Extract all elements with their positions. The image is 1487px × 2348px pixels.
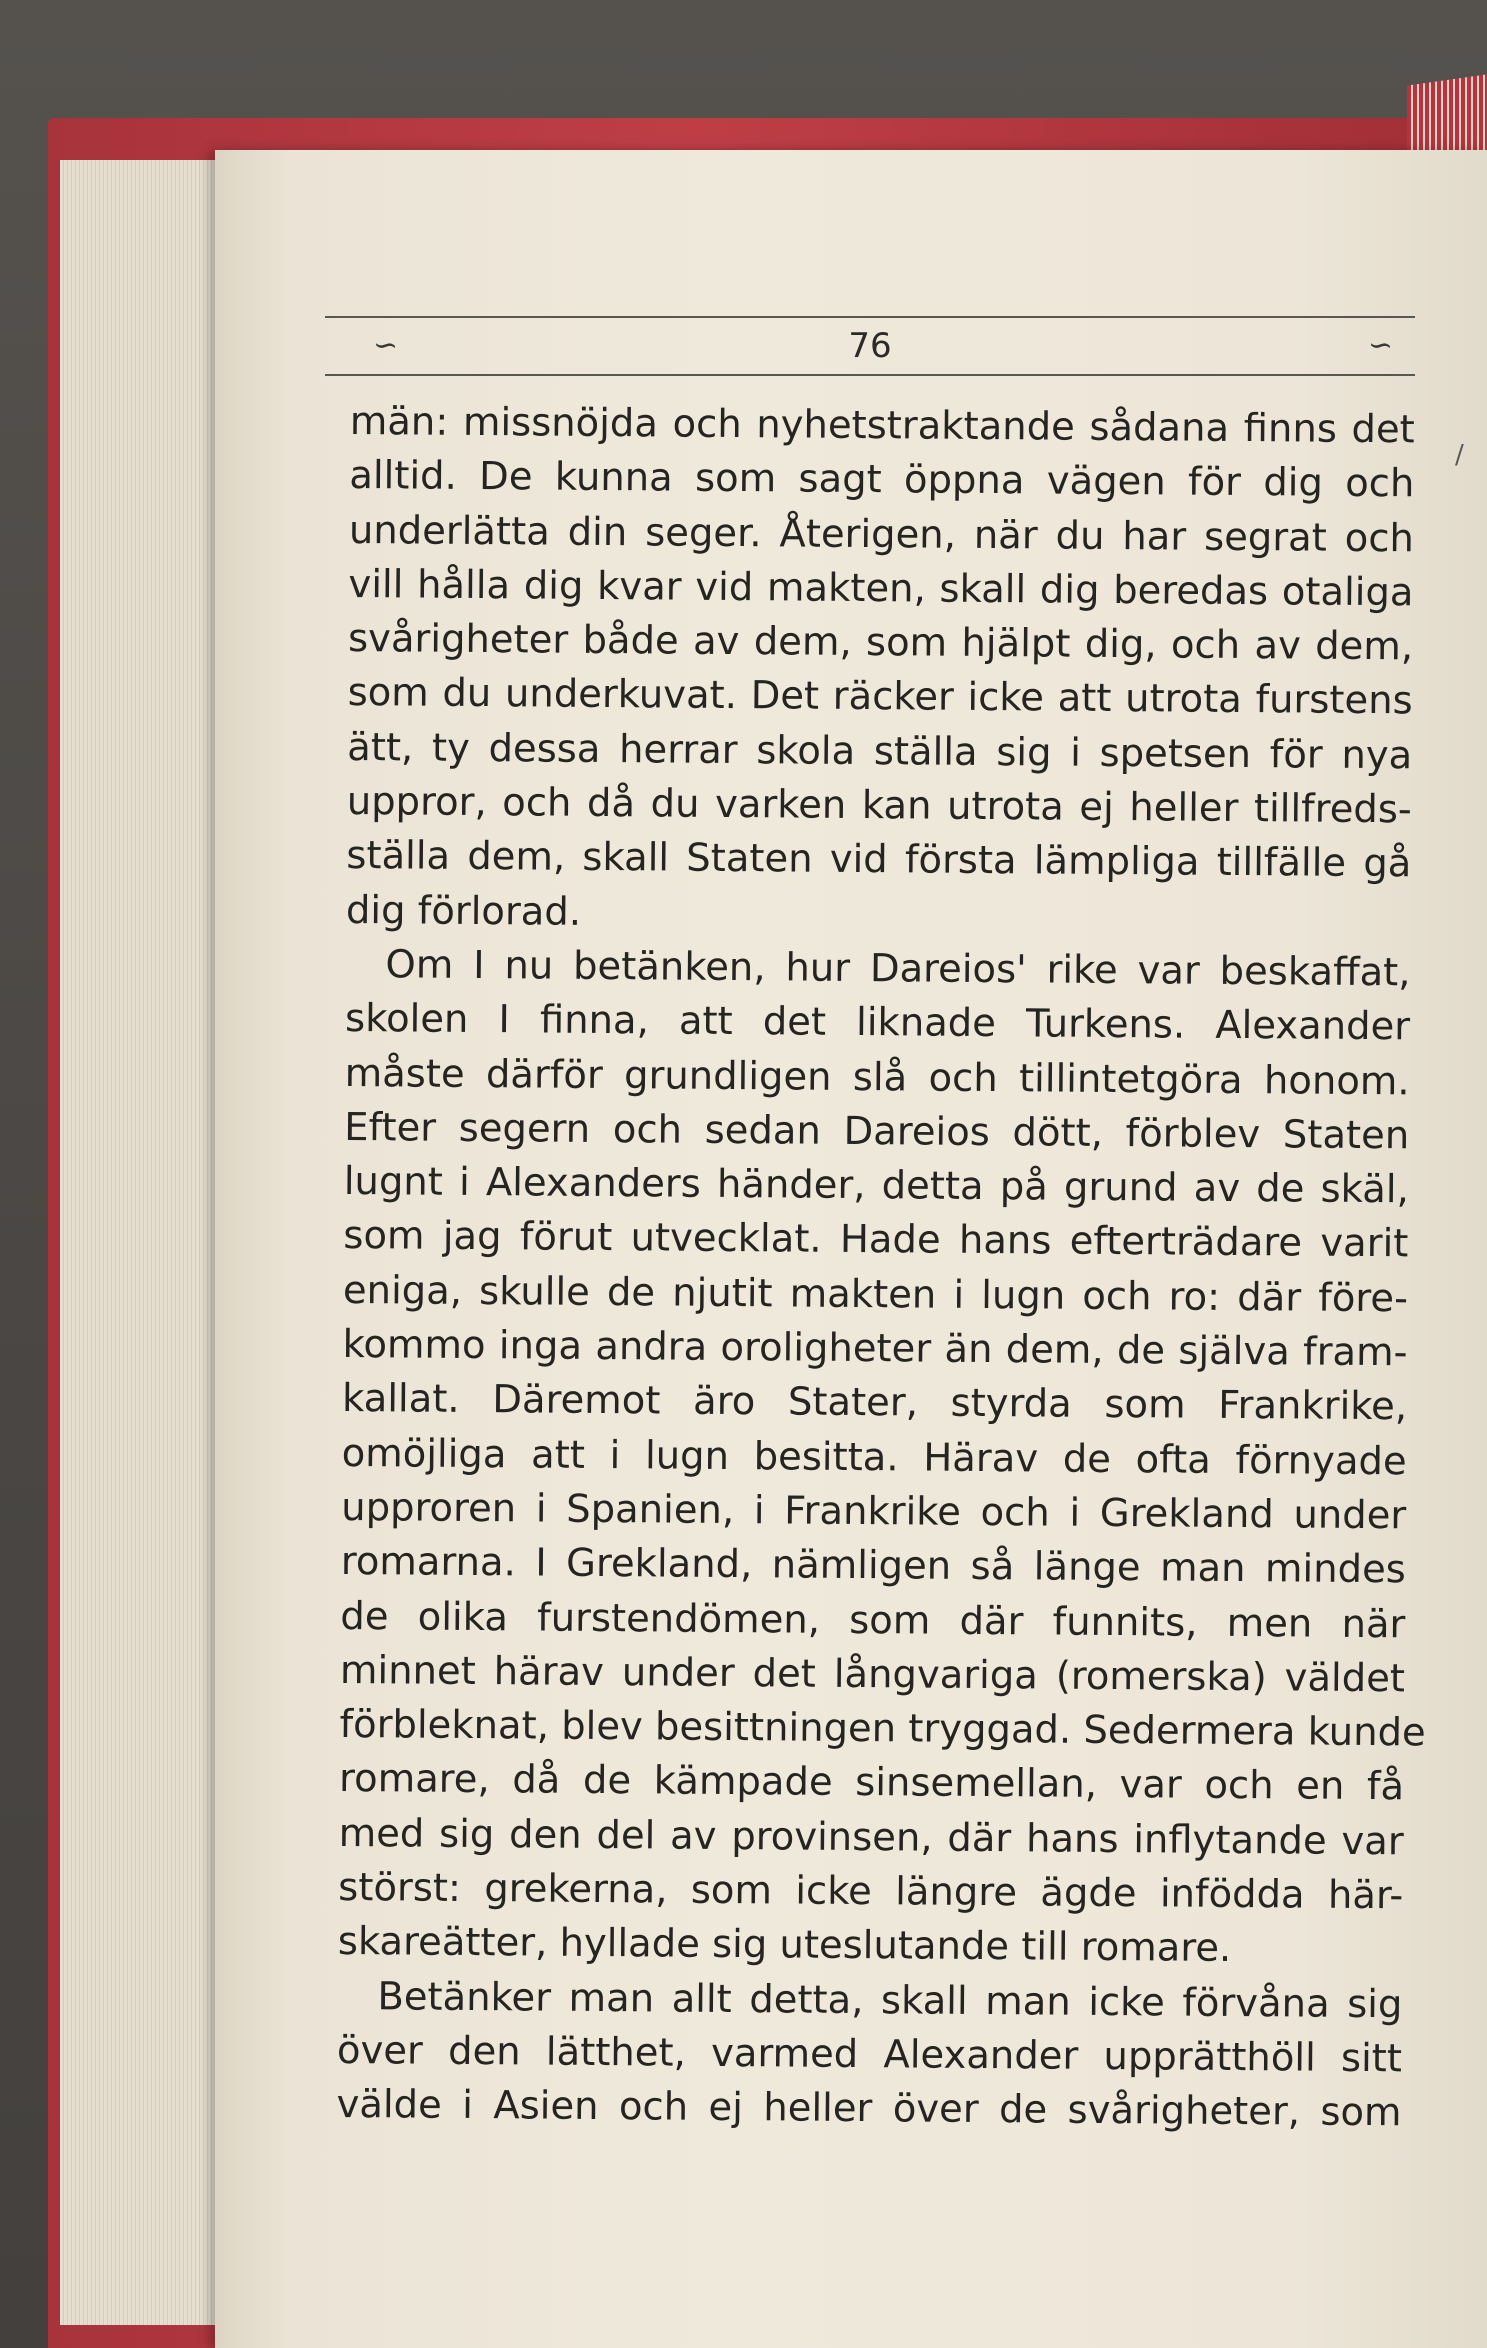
text-line: skolen I finna, att det liknade Turkens. Alexander — [344, 996, 1411, 1050]
text-line: minnet härav under det långvariga (romerska) väldet — [339, 1647, 1406, 1702]
text-line: lugnt i Alexanders händer, detta på grund av de skäl, — [343, 1159, 1409, 1213]
text-line: kommo inga andra oroligheter än dem, de själva fram- — [342, 1322, 1408, 1376]
text-line: störst: grekerna, som icke längre ägde infödda här- — [338, 1864, 1404, 1919]
text-line: underlätta din seger. Återigen, när du har segrat och — [348, 507, 1415, 561]
text-line: omöjliga att i lugn besitta. Härav de ofta förnyade — [341, 1430, 1407, 1484]
margin-mark: / — [1455, 440, 1464, 470]
text-line: som du underkuvat. Det räcker icke att utrota furstens — [347, 670, 1413, 724]
text-line: över den lätthet, varmed Alexander upprätthöll sitt — [336, 2027, 1403, 2082]
text-line: förbleknat, blev besittningen tryggad. Sedermera kunde — [339, 1702, 1426, 1756]
text-line: svårigheter både av dem, som hjälpt dig, och av dem, — [347, 616, 1414, 670]
text-line: ätt, ty dessa herrar skola ställa sig i spetsen för nya — [347, 724, 1413, 779]
text-line: eniga, skulle de njutit makten i lugn och ro: där före- — [342, 1267, 1409, 1322]
text-line: välde i Asien och ej heller över de svårigheter, som — [336, 2082, 1402, 2136]
text-line: upproren i Spanien, i Frankrike och i Grekland under — [341, 1484, 1407, 1539]
header-rule-top — [325, 316, 1415, 318]
text-line: romarna. I Grekland, nämligen så länge man mindes — [340, 1539, 1406, 1593]
header-rule-bottom — [325, 374, 1415, 376]
text-line: kallat. Däremot äro Stater, styrda som Frankrike, — [341, 1376, 1408, 1430]
page-edges — [60, 160, 230, 2325]
page-body-text — [336, 395, 1426, 2141]
text-line: alltid. De kunna som sagt öppna vägen för dig och — [349, 453, 1415, 507]
text-line: Om I nu betänken, hur Dareios' rike var beskaffat, — [385, 942, 1411, 996]
text-line: som jag förut utvecklat. Hade hans efterträdare varit — [343, 1213, 1409, 1267]
text-line: de olika furstendömen, som där funnits, men när — [340, 1593, 1406, 1647]
ornament-left-icon: ∽ — [373, 328, 399, 363]
text-line: uppror, och då du varken kan utrota ej heller tillfreds- — [346, 779, 1412, 833]
text-line: Efter segern och sedan Dareios dött, förblev Staten — [344, 1104, 1410, 1159]
text-line: vill hålla dig kvar vid makten, skall dig beredas otaliga — [348, 561, 1414, 616]
text-line: män: missnöjda och nyhetstraktande sådana finns det — [349, 398, 1415, 453]
page-number: 76 — [848, 326, 892, 366]
text-line: romare, då de kämpade sinsemellan, var och en få — [338, 1756, 1405, 1810]
text-line: skareätter, hyllade sig uteslutande till romare. — [337, 1919, 1232, 1972]
ornament-right-icon: ∽ — [1367, 328, 1393, 363]
page-header — [325, 312, 1415, 382]
text-line: ställa dem, skall Staten vid första lämpliga tillfälle gå — [346, 833, 1412, 887]
text-line: måste därför grundligen slå och tillintetgöra honom. — [344, 1050, 1410, 1104]
text-line: dig förlorad. — [345, 887, 582, 935]
text-line: med sig den del av provinsen, där hans inflytande var — [338, 1810, 1404, 1865]
text-line: Betänker man allt detta, skall man icke förvåna sig — [377, 1973, 1403, 2027]
